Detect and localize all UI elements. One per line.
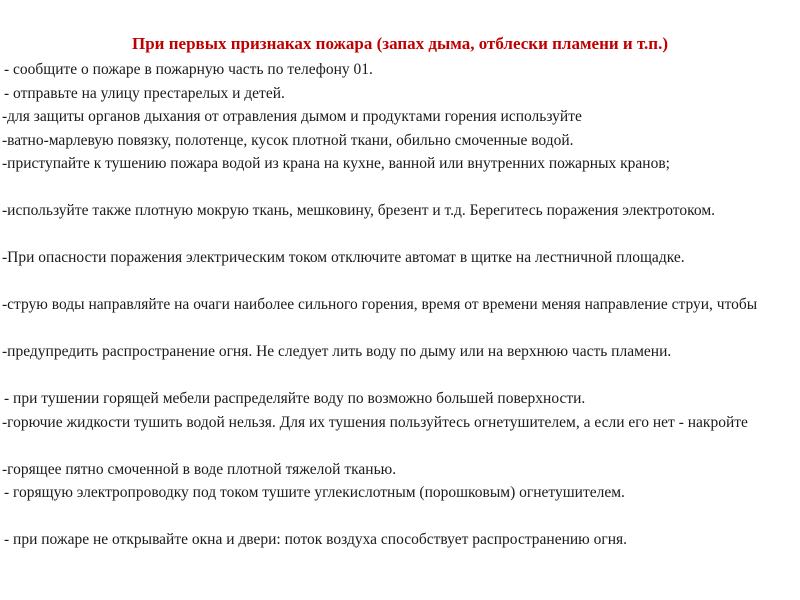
paragraph: -приступайте к тушению пожара водой из крана на кухне, ванной или внутренних пожарных кранов; — [2, 155, 670, 172]
paragraph: -для защиты органов дыхания от отравления дымом и продуктами горения используйте — [2, 108, 582, 125]
paragraph: - при пожаре не открывайте окна и двери: поток воздуха способствует распространению огня. — [4, 531, 628, 548]
paragraph: -используйте также плотную мокрую ткань, мешковину, брезент и т.д. Берегитесь поражения электротоком. — [2, 202, 715, 219]
paragraph: - горящую электропроводку под током тушите углекислотным (порошковым) огнетушителем. — [4, 484, 625, 501]
slide-title: При первых признаках пожара (запах дыма, отблески пламени и т.п.) — [132, 34, 668, 53]
paragraph: - при тушении горящей мебели распределяйте воду по возможно большей поверхности. — [4, 390, 586, 407]
paragraph: -ватно-марлевую повязку, полотенце, кусок плотной ткани, обильно смоченные водой. — [2, 131, 574, 149]
paragraph: - сообщите о пожаре в пожарную часть по телефону 01. — [4, 61, 373, 78]
paragraph: -горящее пятно смоченной в воде плотной тяжелой тканью. — [2, 460, 397, 478]
paragraph: -струю воды направляйте на очаги наиболее сильного горения, время от времени меняя направление струи, чтобы — [2, 296, 758, 313]
paragraph: -предупредить распространение огня. Не следует лить воду по дыму или на верхнюю часть пламени. — [2, 343, 672, 360]
paragraph: -горючие жидкости тушить водой нельзя. Для их тушения пользуйтесь огнетушителем, а если его нет - накройте — [2, 413, 748, 431]
paragraph: -При опасности поражения электрическим током отключите автомат в щитке на лестничной площадке. — [2, 249, 685, 266]
paragraph: - отправьте на улицу престарелых и детей. — [4, 84, 285, 102]
